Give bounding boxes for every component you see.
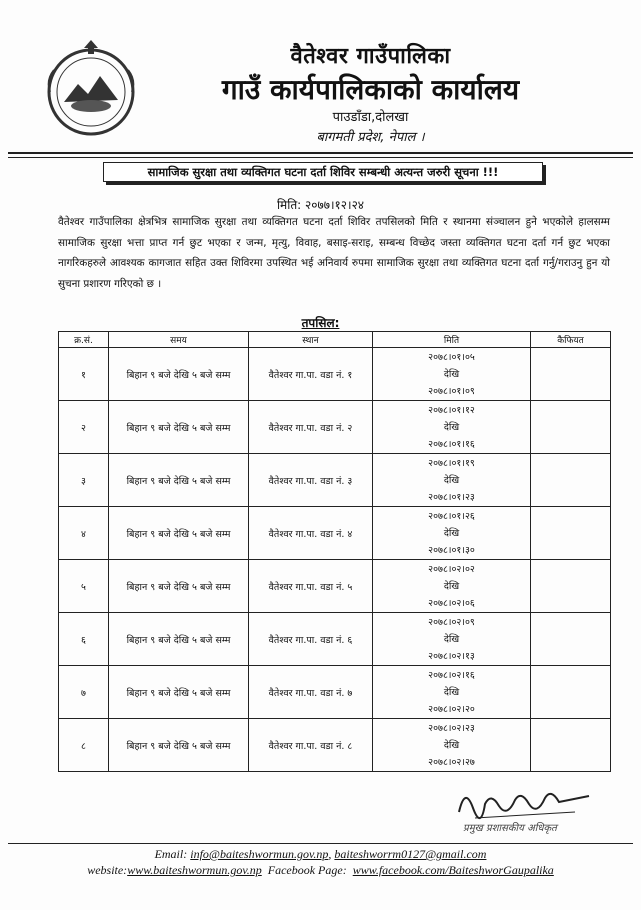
row-remarks [531,348,611,401]
row-remarks [531,401,611,454]
table-header-row [59,332,611,348]
date-from: २०७८।०२।०२ [428,563,475,575]
date-to: २०७८।०१।३० [428,544,475,556]
header-remarks: कैफियत [531,332,611,348]
row-time: बिहान ९ बजे देखि ५ बजे सम्म [109,613,249,666]
email-label: Email: [154,847,188,861]
row-time: बिहान ९ बजे देखि ५ बजे सम्म [109,401,249,454]
row-sn: २ [59,401,109,454]
email-link-2[interactable]: baiteshworrm0127@gmail.com [334,847,487,861]
notice-title: सामाजिक सुरक्षा तथा व्यक्तिगत घटना दर्ता शिविर सम्बन्धी अत्यन्त जरुरी सूचना !!! [103,162,543,182]
row-sn: ६ [59,613,109,666]
date-sep: देखि [443,527,460,539]
office-province: बागमती प्रदेश, नेपाल । [316,130,425,145]
row-remarks [531,613,611,666]
header-place: स्थान [249,332,373,348]
schedule-table [58,331,611,772]
row-place: वैतेश्वर गा.पा. वडा नं. २ [249,401,373,454]
row-date [373,560,531,613]
row-sn: ३ [59,454,109,507]
date-sep: देखि [443,421,460,433]
row-time: बिहान ९ बजे देखि ५ बजे सम्म [109,560,249,613]
table-row [59,401,611,454]
date-to: २०७८।०२।०६ [428,597,475,609]
row-date [373,454,531,507]
date-to: २०७८।०१।०९ [428,385,475,397]
municipality-name: वैतेश्वर गाउँपालिका [290,44,451,69]
table-row [59,613,611,666]
row-time: बिहान ९ बजे देखि ५ बजे सम्म [109,666,249,719]
header-time: समय [109,332,249,348]
date-sep: देखि [443,686,460,698]
date-to: २०७८।०२।१३ [428,650,475,662]
email-separator: , [328,847,335,861]
footer-web-line [0,863,641,878]
date-to: २०७८।०२।२० [428,703,475,715]
row-time: बिहान ९ बजे देखि ५ बजे सम्म [109,454,249,507]
footer-email-line [0,847,641,862]
date-from: २०७८।०२।२३ [428,722,475,734]
header-sn: क्र.सं. [59,332,109,348]
notice-date: मिति: २०७७।१२।२४ [276,198,365,212]
row-date [373,666,531,719]
table-row [59,348,611,401]
header-divider-thin [8,157,633,158]
row-remarks [531,560,611,613]
header-divider [8,152,633,154]
row-place: वैतेश्वर गा.पा. वडा नं. १ [249,348,373,401]
date-sep: देखि [443,580,460,592]
office-location: पाउडाँडा,दोलखा [332,110,409,125]
date-to: २०७८।०१।१६ [428,438,475,450]
date-sep: देखि [443,739,460,751]
row-date [373,401,531,454]
row-sn: ७ [59,666,109,719]
table-row [59,454,611,507]
row-place: वैतेश्वर गा.पा. वडा नं. ६ [249,613,373,666]
table-row [59,560,611,613]
row-date [373,719,531,772]
footer-divider [8,843,633,844]
schedule-heading: तपसिल: [301,316,340,330]
row-place: वैतेश्वर गा.पा. वडा नं. ८ [249,719,373,772]
date-to: २०७८।०१।२३ [428,491,475,503]
facebook-link[interactable]: www.facebook.com/BaiteshworGaupalika [352,863,554,877]
date-from: २०७८।०२।१६ [428,669,475,681]
row-time: बिहान ९ बजे देखि ५ बजे सम्म [109,348,249,401]
office-name: गाउँ कार्यपालिकाको कार्यालय [221,73,520,106]
row-sn: ४ [59,507,109,560]
row-sn: ८ [59,719,109,772]
row-place: वैतेश्वर गा.पा. वडा नं. ४ [249,507,373,560]
notice-body: वैतेश्वर गाउँपालिका क्षेत्रभित्र सामाजिक सुरक्षा तथा व्यक्तिगत घटना दर्ता शिविर तपसिलको मिति र स्थानमा संञ्चालन हुने भएकोले हालसम्म सामाजिक सुरक्षा भत्ता प्राप्त गर्न छुट भएका र जन्म, मृत्यु, विवाह, बसाइ-सराइ, सम्बन्ध विच्छेद जस्ता व्यक्तिगत घटना दर्ता गर्न छुट भएका नागरिकहरुले आवश्यक कागजात सहित उक्त शिविरमा उपस्थित भई अनिवार्य रुपमा सामाजिक सुरक्षा तथा व्यक्तिगत घटना दर्ता गर्नु/गराउनु हुन यो सुचना प्रशारण गरिएको छ । [58,216,610,290]
table-row [59,666,611,719]
date-from: २०७८।०१।१२ [428,404,475,416]
date-sep: देखि [443,474,460,486]
table-row [59,507,611,560]
date-sep: देखि [443,368,460,380]
date-to: २०७८।०२।२७ [428,756,475,768]
row-time: बिहान ९ बजे देखि ५ बजे सम्म [109,719,249,772]
facebook-label: Facebook Page: [267,863,347,877]
date-from: २०७८।०१।२६ [428,510,475,522]
date-from: २०७८।०२।०९ [428,616,475,628]
row-remarks [531,666,611,719]
row-date [373,348,531,401]
row-sn: ५ [59,560,109,613]
row-date [373,507,531,560]
signature-label: प्रमुख प्रशासकीय अधिकृत [463,823,557,834]
date-from: २०७८।०१।०५ [428,351,475,363]
row-remarks [531,454,611,507]
table-row [59,719,611,772]
row-remarks [531,719,611,772]
email-link-1[interactable]: info@baiteshwormun.gov.np [190,847,329,861]
date-from: २०७८।०१।१९ [428,457,475,469]
row-remarks [531,507,611,560]
website-link[interactable]: www.baiteshwormun.gov.np [127,863,262,877]
website-label: website: [87,863,128,877]
row-date [373,613,531,666]
row-sn: १ [59,348,109,401]
header-date: मिति [373,332,531,348]
row-place: वैतेश्वर गा.पा. वडा नं. ५ [249,560,373,613]
date-sep: देखि [443,633,460,645]
row-place: वैतेश्वर गा.पा. वडा नं. ७ [249,666,373,719]
row-time: बिहान ९ बजे देखि ५ बजे सम्म [109,507,249,560]
row-place: वैतेश्वर गा.पा. वडा नं. ३ [249,454,373,507]
